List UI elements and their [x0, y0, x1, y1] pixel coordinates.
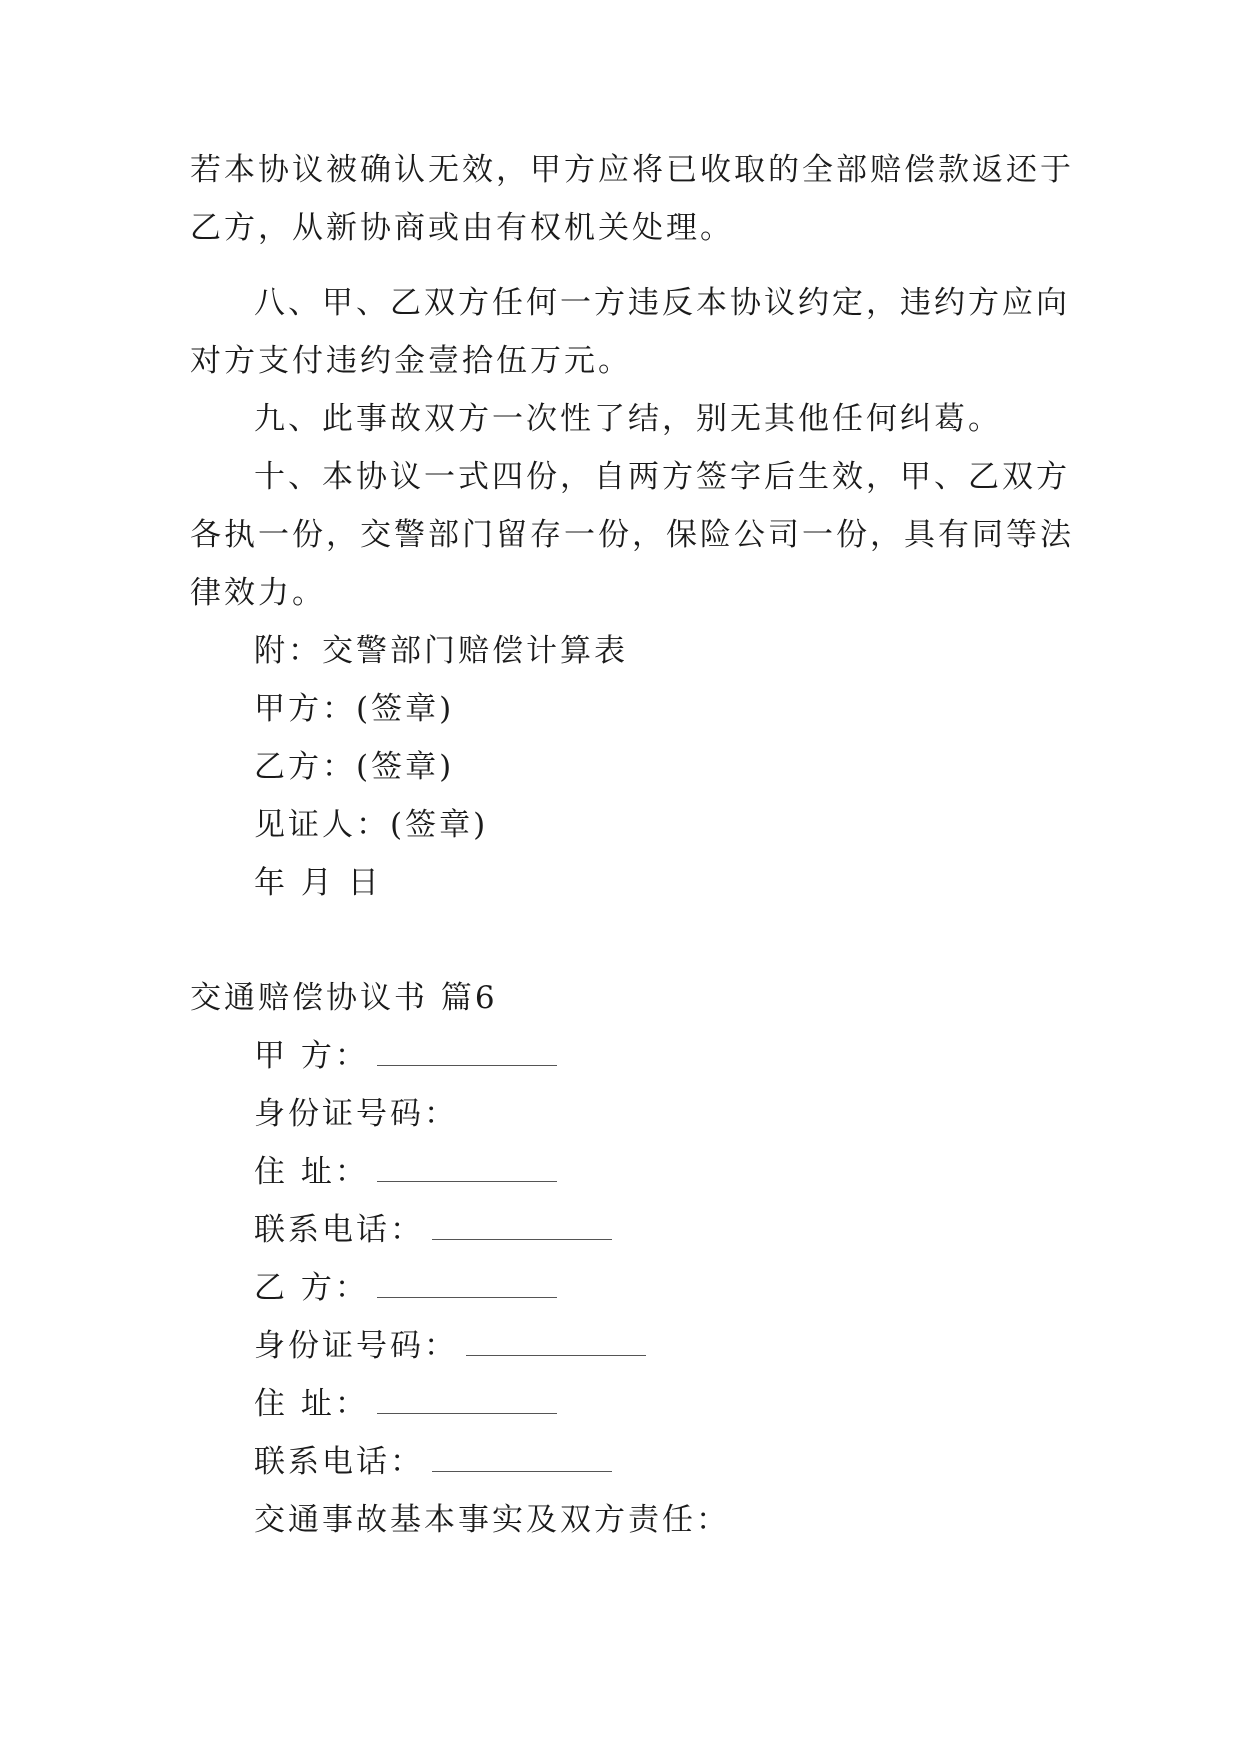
witness-signature: 见证人：(签章): [254, 807, 489, 843]
party-a-signature: 甲方：(签章): [254, 691, 455, 727]
party-b-signature: 乙方：(签章): [254, 749, 455, 785]
paragraph-line: 若本协议被确认无效，甲方应将已收取的全部赔偿款返还于: [190, 152, 1074, 188]
field-label: 住 址：: [254, 1154, 369, 1190]
accident-facts-heading: 交通事故基本事实及双方责任：: [254, 1502, 730, 1538]
blank-underline: [377, 1273, 557, 1298]
clause-ten-line: 十、本协议一式四份，自两方签字后生效，甲、乙双方: [254, 459, 1070, 495]
form-field-address: [254, 1384, 1124, 1424]
form-field-id-number: [254, 1094, 1124, 1134]
field-label: 联系电话：: [254, 1444, 424, 1480]
section-title: 交通赔偿协议书 篇6: [190, 980, 498, 1016]
field-label: 身份证号码：: [254, 1328, 458, 1364]
form-field-address: [254, 1152, 1124, 1192]
field-label: 甲 方：: [254, 1038, 369, 1074]
blank-underline: [432, 1447, 612, 1472]
blank-underline: [377, 1389, 557, 1414]
field-label: 联系电话：: [254, 1212, 424, 1248]
field-label: 住 址：: [254, 1386, 369, 1422]
paragraph-line: 乙方，从新协商或由有权机关处理。: [190, 210, 734, 246]
form-field-phone: [254, 1210, 1124, 1250]
form-field-phone: [254, 1442, 1124, 1482]
form-field-id-number: [254, 1326, 1124, 1366]
form-field-party-b: [254, 1268, 1124, 1308]
blank-underline: [432, 1215, 612, 1240]
field-label: 乙 方：: [254, 1270, 369, 1306]
attachment-line: 附：交警部门赔偿计算表: [254, 633, 628, 669]
blank-underline: [377, 1157, 557, 1182]
date-line: 年 月 日: [254, 865, 382, 901]
blank-underline: [466, 1331, 646, 1356]
blank-underline: [377, 1041, 557, 1066]
form-field-party-a: [254, 1036, 1124, 1076]
field-label: 身份证号码：: [254, 1096, 458, 1132]
paragraph-line: 律效力。: [190, 575, 326, 611]
paragraph-line: 各执一份，交警部门留存一份，保险公司一份，具有同等法: [190, 517, 1074, 553]
paragraph-line: 对方支付违约金壹拾伍万元。: [190, 343, 632, 379]
clause-eight-line: 八、甲、乙双方任何一方违反本协议约定，违约方应向: [254, 285, 1070, 321]
clause-nine-line: 九、此事故双方一次性了结，别无其他任何纠葛。: [254, 401, 1002, 437]
